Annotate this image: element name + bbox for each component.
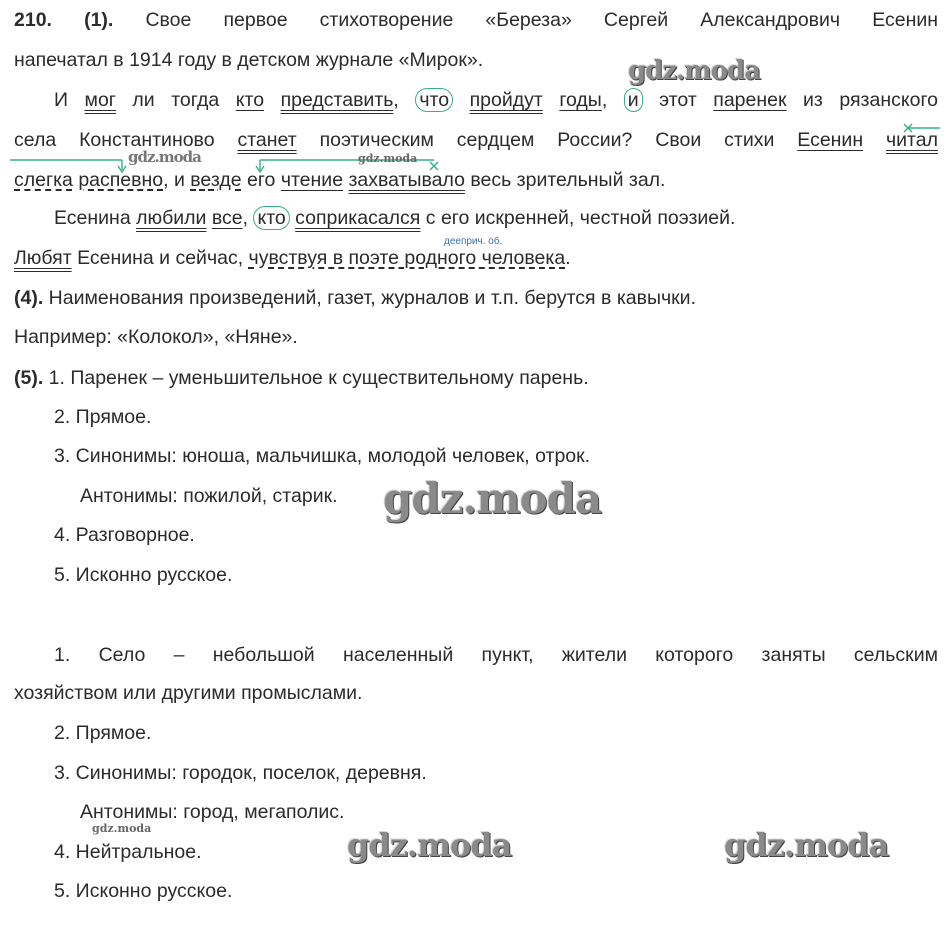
parsed-line-4: Есенина любили все, кто соприкасался с его искренней, честной поэзией.	[54, 207, 736, 229]
predicate: Любят	[14, 247, 72, 269]
pronoun-circled: кто	[253, 206, 289, 230]
part5b-line-2: хозяйством или другими промыслами.	[14, 682, 363, 704]
part4-line: (4). Наименования произведений, газет, журналов и т.п. берутся в кавычки.	[14, 287, 696, 309]
conjunction-circled: и	[624, 88, 643, 112]
intro-line-2: напечатал в 1914 году в детском журнале «Мирок».	[14, 49, 484, 71]
part5b-item: Антонимы: город, мегаполис.	[80, 801, 345, 823]
part5b-item: 5. Исконно русское.	[54, 880, 233, 902]
parsed-line-3: слегка распевно, и везде его чтение захватывало весь зрительный зал.	[14, 169, 666, 191]
watermark: gdz.moda	[628, 56, 761, 86]
part5-item: 5. Исконно русское.	[54, 564, 233, 586]
subject: чтение	[280, 169, 344, 191]
subject: паренек	[713, 89, 787, 111]
watermark: gdz.moda	[724, 826, 889, 864]
parsed-line-1: И мог ли тогда кто представить, что пройдут годы, и этот паренек из рязанского	[54, 89, 938, 111]
part5-label: (5).	[14, 367, 44, 389]
intro-text-1: Свое первое стихотворение «Береза» Сергей Александрович Есенин	[145, 9, 939, 31]
participle-note: дееприч. об.	[444, 236, 503, 247]
part4-label: (4).	[14, 287, 44, 309]
watermark: gdz.moda	[128, 148, 201, 166]
parsed-line-5: Любят Есенина и сейчас, чувствуя в поэте родного человека.	[14, 247, 571, 269]
conjunction-circled: что	[415, 88, 453, 112]
part5b-item: 3. Синонимы: городок, поселок, деревня.	[54, 762, 427, 784]
watermark: gdz.moda	[383, 474, 602, 523]
subject: Есенин	[797, 129, 864, 151]
part1-label: (1).	[84, 9, 114, 31]
task-number: 210.	[14, 9, 52, 31]
predicate: любили	[136, 207, 207, 229]
parsed-line-2: села Константиново станет поэтическим сердцем России? Свои стихи Есенин читал	[14, 129, 938, 151]
adverbial: распевно	[78, 169, 164, 191]
part5-item: Антонимы: пожилой, старик.	[80, 485, 338, 507]
watermark: gdz.moda	[92, 822, 152, 835]
part5b-item: 2. Прямое.	[54, 722, 152, 744]
predicate: соприкасался	[295, 207, 421, 229]
predicate: мог	[84, 89, 116, 111]
part4-example: Например: «Колокол», «Няне».	[14, 326, 298, 348]
part5b-item: 4. Нейтральное.	[54, 841, 202, 863]
predicate: захватывало	[348, 169, 465, 191]
part5-item: 2. Прямое.	[54, 406, 152, 428]
part5b-line-1: 1. Село – небольшой населенный пункт, жители которого заняты сельским	[54, 644, 938, 666]
predicate: представить	[280, 89, 394, 111]
adverbial: везде	[190, 169, 242, 191]
subject: кто	[235, 89, 265, 111]
watermark: gdz.moda	[358, 152, 418, 165]
predicate: читал	[886, 129, 938, 151]
part5-line-1: (5). 1. Паренек – уменьшительное к существительному парень.	[14, 367, 589, 389]
predicate: пройдут	[469, 89, 543, 111]
part5-item: 4. Разговорное.	[54, 524, 195, 546]
part5-item: 3. Синонимы: юноша, мальчишка, молодой человек, отрок.	[54, 445, 591, 467]
participle-phrase: чувствуя в поэте родного человека	[248, 247, 566, 269]
predicate: станет	[237, 129, 297, 151]
subject: годы	[559, 89, 602, 111]
adverbial: слегка	[14, 169, 73, 191]
subject: все	[211, 207, 243, 229]
watermark: gdz.moda	[347, 826, 512, 864]
